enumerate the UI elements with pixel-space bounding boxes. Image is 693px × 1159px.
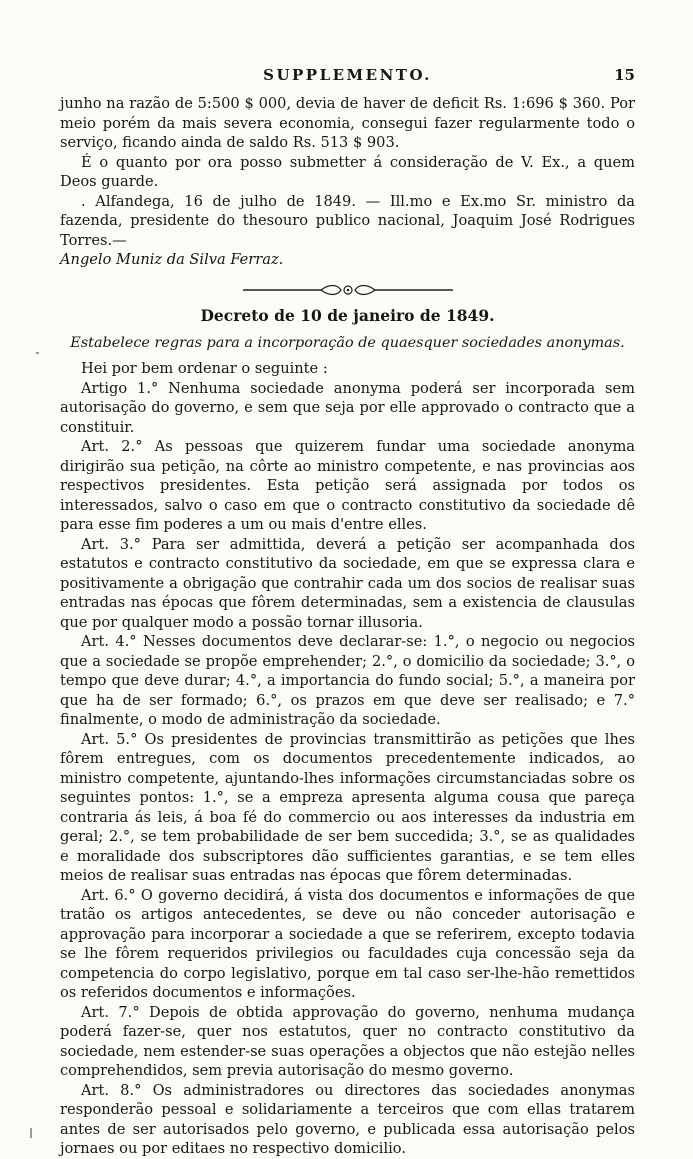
article-2: Art. 2.° As pessoas que quizerem fundar uma sociedade anonyma dirigirão sua petição, na côrte ao ministro competente, e nas provincias aos respectivos presidentes. Esta petição será assignada por todos os interessados, salvo o caso em que o contracto constitutivo da sociedade dê para esse fim poderes a um ou mais d'entre elles. bbox=[60, 438, 635, 533]
letter-place-date: . Alfandega, 16 de julho de 1849. — Ill.mo e Ex.mo Sr. ministro da fazenda, presidente do thesouro publico nacional, Joaquim José Rodrigues Torres.— bbox=[60, 192, 635, 249]
article-6: Art. 6.° O governo decidirá, á vista dos documentos e informações de que tratão os artigos antecedentes, se deve ou não conceder autorisação e approvação para incorporar a sociedade a que se referirem, excepto todavia se lhe fôrem requeridos privilegios ou faculdades cuja concessão seja da competencia do corpo legislativo, porque em tal caso ser-lhe-hão remettidos os referidos documentos e informações. bbox=[60, 886, 635, 1001]
letter-signature: Angelo Muniz da Silva Ferraz. bbox=[60, 251, 284, 268]
paper-speck bbox=[36, 352, 39, 354]
decree-preamble: Hei por bem ordenar o seguinte : bbox=[81, 360, 328, 377]
article-5: Art. 5.° Os presidentes de provincias transmittirão as petições que lhes fôrem entregues, com os documentos precedentemente indicados, ao ministro competente, ajuntando-lhes informações circumstanciadas sobre os seguintes pontos: 1.°, se a empreza apresenta alguma cousa que pareça contraria ás leis, á boa fé do commercio ou aos interesses da industria em geral; 2.°, se tem probabilidade de ser bem succedida; 3.°, se as qualidades e moralidade dos subscriptores dão sufficientes garantias, e se tem elles meios de realisar suas entradas nas épocas que fôrem determinadas. bbox=[60, 730, 635, 884]
ornament-divider bbox=[243, 284, 453, 296]
paper-speck bbox=[30, 1128, 32, 1138]
running-title: SUPPLEMENTO. bbox=[263, 66, 432, 84]
letter-continuation: junho na razão de 5:500 $ 000, devia de haver de deficit Rs. 1:696 $ 360. Por meio porém da mais severa economia, consegui fazer regularmente todo o serviço, ficando ainda de saldo Rs. 513 $ 903. bbox=[60, 95, 635, 151]
decree-summary: Estabelece regras para a incorporação de quaesquer sociedades anonymas. bbox=[70, 334, 625, 351]
letter-closing: É o quanto por ora posso submetter á consideração de V. Ex., a quem Deos guarde. bbox=[60, 153, 635, 190]
article-7: Art. 7.° Depois de obtida approvação do governo, nenhuma mudança poderá fazer-se, quer nos estatutos, quer no contracto constitutivo da sociedade, nem estender-se suas operações a objectos que não estejão nelles comprehendidos, sem previa autorisação do mesmo governo. bbox=[60, 1003, 635, 1079]
page-number: 15 bbox=[614, 66, 635, 84]
article-1: Artigo 1.° Nenhuma sociedade anonyma poderá ser incorporada sem autorisação do governo, e sem que seja por elle approvado o contracto que a constituir. bbox=[60, 379, 635, 436]
article-4: Art. 4.° Nesses documentos deve declarar-se: 1.°, o negocio ou negocios que a sociedade se propõe emprehender; 2.°, o domicilio da sociedade; 3.°, o tempo que deve durar; 4.°, a importancia do fundo social; 5.°, a maneira por que ha de ser formado; 6.°, os prazos em que deve ser realisado; e 7.° finalmente, o modo de administração da sociedade. bbox=[60, 633, 635, 728]
page-header bbox=[60, 66, 635, 88]
article-3: Art. 3.° Para ser admittida, deverá a petição ser acompanhada dos estatutos e contracto constitutivo da sociedade, em que se expressa clara e positivamente a obrigação que contrahir cada um dos socios de realisar suas entradas nas épocas que fôrem determinadas, sem a existencia de clausulas que por qualquer modo a possão tornar illusoria. bbox=[60, 535, 635, 631]
article-8: Art. 8.° Os administradores ou directores das sociedades anonymas responderão pessoal e solidariamente a terceiros que com ellas tratarem antes de ser autorisados pelo governo, e publicada essa autorisação pelos jornaes ou por editaes no respectivo domicilio. bbox=[60, 1081, 635, 1157]
document-page bbox=[60, 66, 635, 1159]
decree-title: Decreto de 10 de janeiro de 1849. bbox=[200, 305, 495, 325]
